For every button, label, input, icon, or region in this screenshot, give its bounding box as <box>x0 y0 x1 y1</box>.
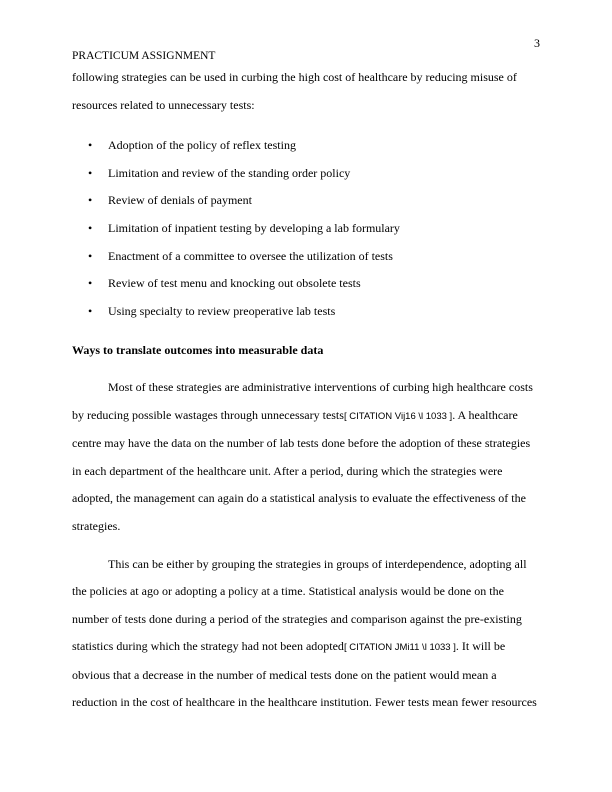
list-item <box>72 298 540 326</box>
running-head: PRACTICUM ASSIGNMENT <box>72 50 216 62</box>
bullet-icon: • <box>88 248 93 263</box>
bullet-icon: • <box>88 303 93 318</box>
list-item-text: Using specialty to review preoperative lab tests <box>108 303 336 318</box>
list-item-text: Enactment of a committee to oversee the utilization of tests <box>108 248 393 263</box>
list-item-text: Review of test menu and knocking out obsolete tests <box>108 276 361 291</box>
paragraph-line: the policies at ago or adopting a policy at a time. Statistical analysis would be done on the <box>72 584 504 599</box>
section-heading: Ways to translate outcomes into measurable data <box>72 343 324 358</box>
paragraph-text: . A healthcare <box>452 407 518 422</box>
list-item-text: Adoption of the policy of reflex testing <box>108 138 296 153</box>
strategy-list <box>72 132 540 325</box>
list-item <box>72 270 540 298</box>
paragraph-line <box>72 402 540 431</box>
list-item <box>72 160 540 188</box>
list-item <box>72 243 540 271</box>
paragraph-line: This can be either by grouping the strategies in groups of interdependence, adopting all <box>108 556 527 571</box>
bullet-icon: • <box>88 138 93 153</box>
paragraph-text: by reducing possible wastages through unnecessary tests <box>72 407 344 422</box>
citation-field: [ CITATION Vij16 \l 1033 ] <box>343 410 453 422</box>
paragraph-text: statistics during which the strategy had not been adopted <box>72 639 344 654</box>
list-item <box>72 132 540 160</box>
paragraph-line: Most of these strategies are administrative interventions of curbing high healthcare costs <box>108 379 533 394</box>
paragraph-spacer <box>72 541 540 551</box>
list-item <box>72 215 540 243</box>
paragraph-text: . It will be <box>455 639 506 654</box>
list-item <box>72 187 540 215</box>
intro-line: following strategies can be used in curbing the high cost of healthcare by reducing misuse of <box>72 70 517 84</box>
paragraph-line <box>72 633 540 662</box>
list-item-text: Review of denials of payment <box>108 193 252 208</box>
page-number: 3 <box>534 36 540 50</box>
paragraph-line: reduction in the cost of healthcare in the healthcare institution. Fewer tests mean fewer resources <box>72 695 537 710</box>
list-item-text: Limitation of inpatient testing by developing a lab formulary <box>108 220 400 235</box>
paragraph-line: adopted, the management can again do a statistical analysis to evaluate the effectiveness of the <box>72 491 526 506</box>
citation-field: [ CITATION JMi11 \l 1033 ] <box>343 642 456 654</box>
paragraph-line: number of tests done during a period of the strategies and comparison against the pre-existing <box>72 611 522 626</box>
paragraph-line: centre may have the data on the number of lab tests done before the adoption of these strategies <box>72 436 531 451</box>
paragraph-line: obvious that a decrease in the number of medical tests done on the patient would mean a <box>72 667 497 682</box>
bullet-icon: • <box>88 193 93 208</box>
intro-line: resources related to unnecessary tests: <box>72 97 255 112</box>
document-body <box>72 64 540 717</box>
paragraph-line: strategies. <box>72 518 121 533</box>
bullet-icon: • <box>88 276 93 291</box>
bullet-icon: • <box>88 165 93 180</box>
paragraph-line: in each department of the healthcare unit. After a period, during which the strategies were <box>72 463 503 478</box>
list-item-text: Limitation and review of the standing order policy <box>108 165 351 180</box>
bullet-icon: • <box>88 220 93 235</box>
